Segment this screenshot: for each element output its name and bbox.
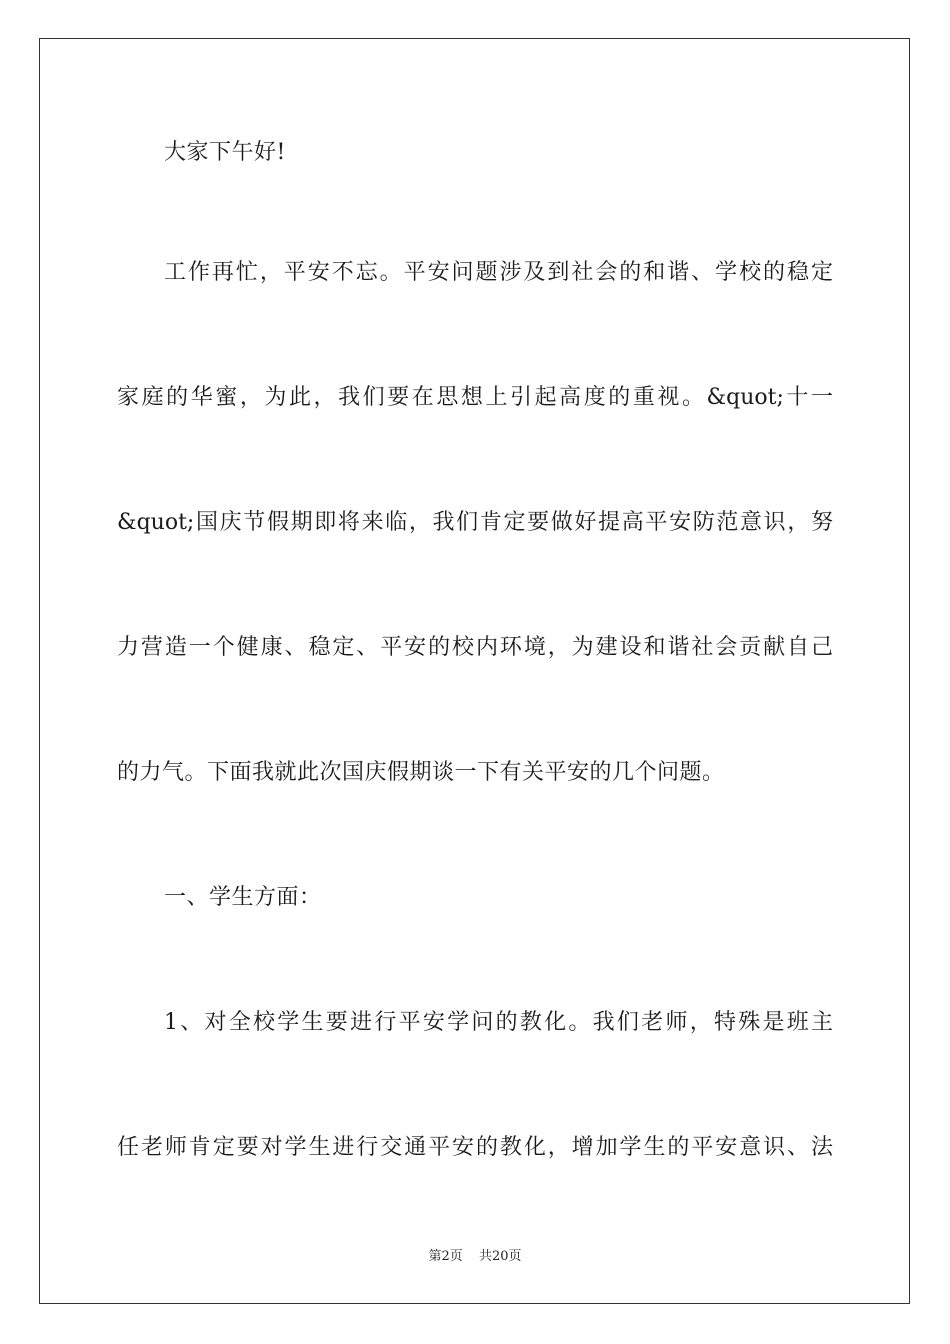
greeting-line: 大家下午好!: [164, 140, 286, 165]
page-total: 共20页: [478, 1249, 522, 1264]
page-number: 第2页: [428, 1249, 463, 1264]
page-border: [39, 38, 910, 1304]
paragraph-line: 力营造一个健康、稳定、平安的校内环境，为建设和谐社会贡献自己: [117, 635, 833, 660]
paragraph-line: 1、对全校学生要进行平安学问的教化。我们老师，特殊是班主: [164, 1010, 833, 1035]
section-heading: 一、学生方面：: [164, 885, 322, 910]
paragraph-line: 的力气。下面我就此次国庆假期谈一下有关平安的几个问题。: [117, 760, 725, 785]
paragraph-line: 任老师肯定要对学生进行交通平安的教化，增加学生的平安意识、法: [117, 1135, 833, 1160]
page-footer: [0, 1248, 950, 1266]
paragraph-line: 工作再忙，平安不忘。平安问题涉及到社会的和谐、学校的稳定: [164, 260, 833, 285]
paragraph-line: 家庭的华蜜，为此，我们要在思想上引起高度的重视。&quot;十一: [117, 385, 833, 410]
paragraph-line: &quot;国庆节假期即将来临，我们肯定要做好提高平安防范意识，努: [117, 510, 833, 535]
